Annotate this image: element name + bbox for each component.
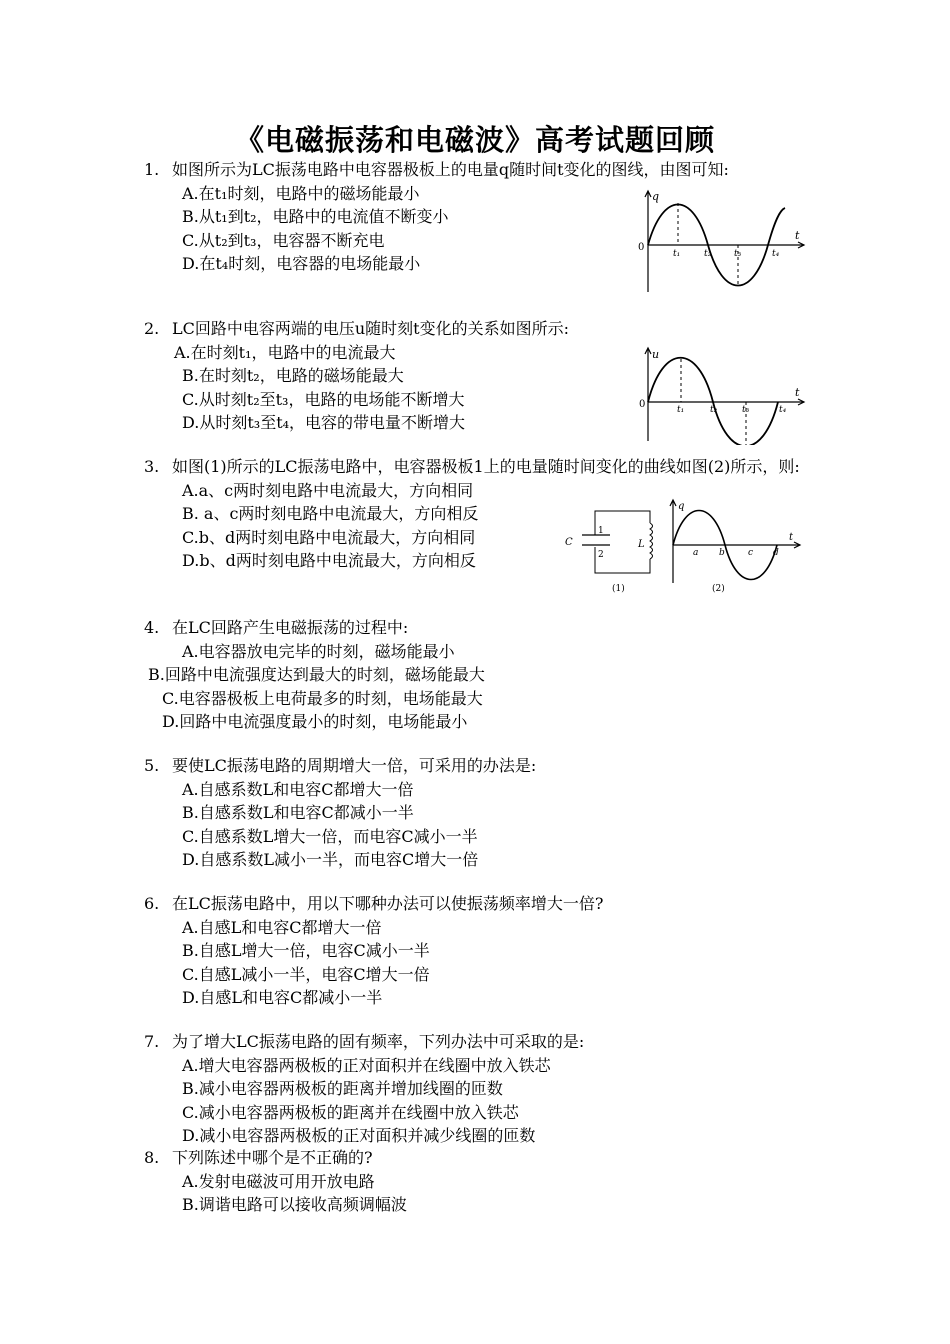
- page-title: 《电磁振荡和电磁波》高考试题回顾: [234, 123, 715, 157]
- question-number: 5.: [144, 756, 160, 775]
- option-a: A.在时刻t₁，电路中的电流最大: [174, 342, 396, 362]
- option-b: B.回路中电流强度达到最大的时刻，磁场能最大: [148, 665, 485, 684]
- sine-curve: [648, 358, 778, 445]
- question-number: 1.: [144, 160, 160, 179]
- option-b: B.在时刻t₂，电路的磁场能最大: [182, 366, 404, 385]
- question-stem: 为了增大LC振荡电路的固有频率，下列办法中可采取的是:: [172, 1032, 585, 1051]
- question-stem: 要使LC振荡电路的周期增大一倍，可采用的办法是:: [172, 756, 537, 775]
- option-a: A.自感L和电容C都增大一倍: [182, 917, 382, 937]
- tick-label-t4: t₄: [772, 249, 780, 259]
- tick-label-t3: t₃: [742, 405, 750, 415]
- option-c: C.自感L减小一半，电容C增大一倍: [182, 964, 430, 984]
- question-number: 3.: [144, 457, 160, 476]
- u-t-graph: [638, 345, 810, 445]
- option-b: B.调谐电路可以接收高频调幅波: [182, 1195, 407, 1214]
- option-a: A.电容器放电完毕的时刻，磁场能最小: [182, 641, 455, 661]
- lc-circuit-figure: [560, 497, 810, 597]
- question-number: 6.: [144, 894, 160, 913]
- origin-label: 0: [638, 242, 645, 253]
- q-t-curve-graph: [670, 500, 800, 594]
- option-c: C.自感系数L增大一倍，而电容C减小一半: [182, 826, 478, 846]
- question-7: [144, 1030, 812, 1148]
- tick-label-t4: t₄: [779, 405, 787, 415]
- tick-label-t2: t₂: [710, 405, 718, 415]
- option-b: B.减小电容器两极板的距离并增加线圈的匝数: [182, 1079, 503, 1098]
- option-a: A.自感系数L和电容C都增大一倍: [182, 779, 414, 799]
- caption-1: (1): [612, 584, 625, 594]
- option-a: A.增大电容器两极板的正对面积并在线圈中放入铁芯: [182, 1055, 551, 1075]
- option-c: C.从t₂到t₃，电容器不断充电: [182, 230, 385, 250]
- point-a-label: a: [693, 548, 699, 558]
- inductor-label: L: [638, 539, 645, 550]
- option-b: B.自感L增大一倍，电容C减小一半: [182, 941, 430, 960]
- tick-label-t1: t₁: [677, 405, 685, 415]
- plate-1-label: 1: [598, 526, 604, 536]
- question-stem: 如图所示为LC振荡电路中电容器极板上的电量q随时间t变化的图线，由图可知:: [172, 160, 729, 179]
- point-c-label: c: [748, 548, 754, 558]
- question-stem: 在LC回路产生电磁振荡的过程中:: [172, 618, 409, 637]
- option-b: B.从t₁到t₂，电路中的电流值不断变小: [182, 207, 449, 226]
- point-b-label: b: [719, 548, 725, 558]
- y-axis-label: u: [652, 348, 660, 361]
- option-d: D.b、d两时刻电路中电流最大，方向相反: [182, 551, 476, 570]
- option-b: B.自感系数L和电容C都减小一半: [182, 803, 414, 822]
- question-stem: 如图(1)所示的LC振荡电路中，电容器极板1上的电量随时间变化的曲线如图(2)所示，则:: [172, 457, 800, 476]
- question-stem: LC回路中电容两端的电压u随时刻t变化的关系如图所示:: [172, 319, 569, 338]
- point-d-label: d: [773, 548, 779, 558]
- option-a: A.发射电磁波可用开放电路: [182, 1171, 375, 1191]
- question-4: [144, 616, 812, 734]
- question-number: 2.: [144, 319, 160, 338]
- option-d: D.减小电容器两极板的正对面积并减少线圈的匝数: [182, 1126, 536, 1145]
- option-d: D.从时刻t₃至t₄，电容的带电量不断增大: [182, 413, 466, 432]
- y-axis-label: q: [678, 501, 685, 512]
- origin-label: 0: [639, 399, 646, 410]
- question-stem: 下列陈述中哪个是不正确的?: [172, 1148, 373, 1167]
- plate-2-label: 2: [598, 550, 604, 560]
- caption-2: (2): [712, 584, 725, 594]
- question-number: 7.: [144, 1032, 160, 1051]
- option-d: D.自感L和电容C都减小一半: [182, 988, 383, 1007]
- question-number: 4.: [144, 618, 160, 637]
- option-c: C.b、d两时刻电路中电流最大，方向相同: [182, 527, 476, 547]
- inductor-coil: [650, 523, 653, 559]
- question-8: [144, 1146, 812, 1217]
- option-d: D.在t₄时刻，电容器的电场能最小: [182, 254, 421, 273]
- question-number: 8.: [144, 1148, 160, 1167]
- wire-top: [595, 511, 650, 523]
- tick-label-t2: t₂: [704, 249, 712, 259]
- y-axis-label: q: [652, 190, 660, 203]
- x-axis-label: t: [795, 229, 800, 242]
- tick-label-t1: t₁: [673, 249, 681, 259]
- capacitor-label: C: [565, 537, 573, 548]
- question-5: [144, 754, 812, 872]
- x-axis-label: t: [795, 386, 800, 399]
- option-c: C.从时刻t₂至t₃，电路的电场能不断增大: [182, 389, 465, 409]
- option-c: C.减小电容器两极板的距离并在线圈中放入铁芯: [182, 1102, 519, 1122]
- question-6: [144, 892, 812, 1010]
- q-t-graph: [638, 188, 810, 296]
- option-c: C.电容器极板上电荷最多的时刻，电场能最大: [162, 688, 483, 708]
- option-d: D.自感系数L减小一半，而电容C增大一倍: [182, 850, 479, 869]
- tick-label-t3: t₃: [734, 249, 742, 259]
- x-axis-label: t: [789, 532, 794, 543]
- option-d: D.回路中电流强度最小的时刻，电场能最小: [162, 712, 468, 731]
- option-b: B. a、c两时刻电路中电流最大，方向相反: [182, 504, 479, 523]
- question-stem: 在LC振荡电路中，用以下哪种办法可以使振荡频率增大一倍?: [172, 894, 604, 913]
- option-a: A.a、c两时刻电路中电流最大，方向相同: [182, 480, 474, 500]
- option-a: A.在t₁时刻，电路中的磁场能最小: [182, 183, 420, 203]
- lc-circuit-diagram: [565, 511, 653, 594]
